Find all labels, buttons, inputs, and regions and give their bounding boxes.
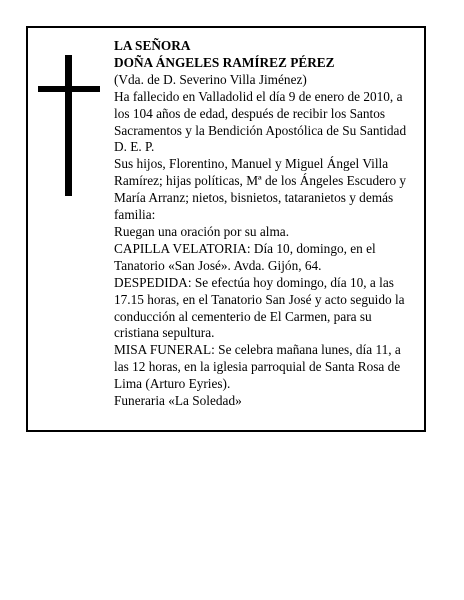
farewell-info: DESPEDIDA: Se efectúa hoy domingo, día 10, a las 17.15 horas, en el Tanatorio San José y acto seguido la conducción al cementerio de El Carmen, para su cristiana sepultura. bbox=[114, 274, 405, 341]
notice-heading: LA SEÑORA bbox=[114, 38, 191, 53]
death-info: Ha fallecido en Valladolid el día 9 de enero de 2010, a los 104 años de edad, después de recibir los Santos Sacramentos y la Bendición Apostólica de Su Santidad bbox=[114, 88, 407, 138]
family-list: Sus hijos, Florentino, Manuel y Miguel Ángel Villa Ramírez; hijas políticas, Mª de los Ángeles Escudero y María Arranz; nietos, bisnietos, tataranietos y demás familia: bbox=[114, 156, 407, 223]
chapel-info: CAPILLA VELATORIA: Día 10, domingo, en el Tanatorio «San José». Avda. Gijón, 64. bbox=[114, 240, 376, 273]
cross-horizontal-bar bbox=[38, 86, 100, 92]
deceased-name: DOÑA ÁNGELES RAMÍREZ PÉREZ bbox=[114, 54, 335, 70]
cross-icon bbox=[38, 55, 100, 196]
funeral-home: Funeraria «La Soledad» bbox=[114, 393, 242, 409]
funeral-mass-info: MISA FUNERAL: Se celebra mañana lunes, día 11, a las 12 horas, en la iglesia parroquial de Santa Rosa de Lima (Arturo Eyries). bbox=[114, 342, 401, 392]
widow-of: (Vda. de D. Severino Villa Jiménez) bbox=[114, 71, 307, 87]
rip: D. E. P. bbox=[114, 139, 155, 155]
notice-text bbox=[114, 38, 418, 410]
cross-vertical-bar bbox=[65, 55, 72, 196]
prayer-request: Ruegan una oración por su alma. bbox=[114, 223, 290, 239]
